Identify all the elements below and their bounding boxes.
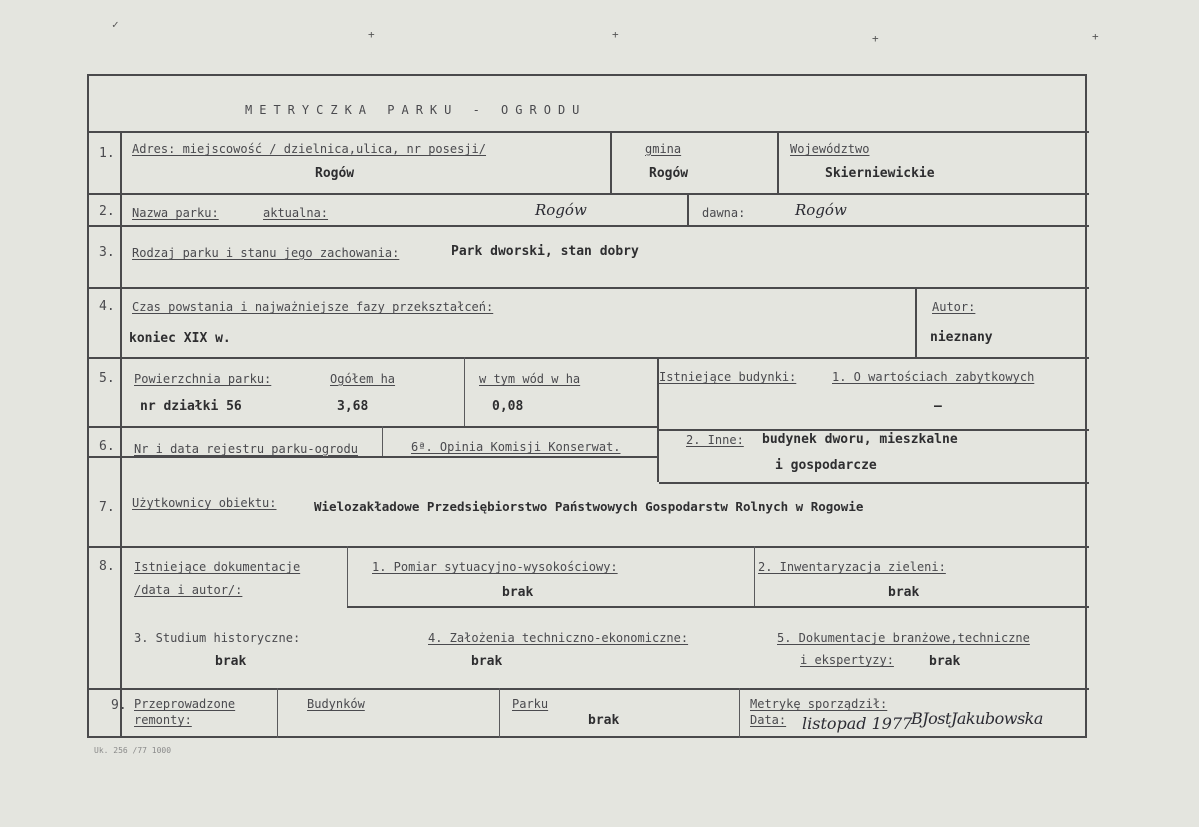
buildings-repairs-label: Budynków (307, 697, 365, 711)
branch-docs-value: brak (929, 654, 961, 669)
row-number: 8. (99, 559, 115, 574)
historic-buildings-value: — (934, 399, 942, 414)
other-buildings-value: budynek dworu, mieszkalne (762, 432, 958, 447)
signature: BJostJakubowska (911, 709, 1043, 728)
row-number: 3. (99, 245, 115, 260)
greenery-inventory-value: brak (888, 585, 920, 600)
park-type-value: Park dworski, stan dobry (451, 244, 639, 259)
branch-docs-label-cont: i ekspertyzy: (800, 653, 894, 667)
tech-econ-label: 4. Założenia techniczno-ekonomiczne: (428, 631, 689, 645)
corner-mark: + (1092, 30, 1099, 43)
address-value: Rogów (315, 166, 355, 181)
repairs-label-cont: remonty: (134, 713, 192, 727)
other-buildings-label: 2. Inne: (686, 433, 744, 447)
row-number: 2. (99, 204, 115, 219)
date-label: Data: (750, 713, 787, 727)
corner-mark: + (612, 28, 619, 41)
current-name-label: aktualna: (263, 206, 329, 220)
prepared-by-label: Metrykę sporządził: (750, 697, 888, 711)
conservation-opinion-label: 6ª. Opinia Komisji Konserwat. (411, 440, 621, 454)
former-name-value: Rogów (795, 201, 847, 219)
park-name-label: Nazwa parku: (132, 206, 219, 220)
author-label: Autor: (932, 300, 976, 314)
former-name-label: dawna: (702, 206, 746, 220)
users-label: Użytkownicy obiektu: (132, 496, 277, 510)
area-label: Powierzchnia parku: (134, 372, 272, 386)
water-area-value: 0,08 (492, 399, 524, 414)
park-record-form (87, 74, 1087, 738)
author-value: nieznany (930, 330, 993, 345)
row-number: 4. (99, 299, 115, 314)
row-number: 5. (99, 371, 115, 386)
row-number: 6. (99, 439, 115, 454)
voivodeship-label: Województwo (790, 142, 870, 156)
park-type-label: Rodzaj parku i stanu jego zachowania: (132, 246, 400, 260)
other-buildings-value-cont: i gospodarcze (775, 458, 877, 473)
gmina-value: Rogów (649, 166, 689, 181)
existing-buildings-label: Istniejące budynki: (659, 370, 797, 384)
greenery-inventory-label: 2. Inwentaryzacja zieleni: (758, 560, 946, 574)
row-number: 9. (111, 698, 127, 713)
survey-value: brak (502, 585, 534, 600)
branch-docs-label: 5. Dokumentacje branżowe,techniczne (777, 631, 1030, 645)
form-title: METRYCZKA PARKU - OGRODU (245, 103, 587, 117)
historical-study-label: 3. Studium historyczne: (134, 631, 301, 645)
survey-label: 1. Pomiar sytuacyjno-wysokościowy: (372, 560, 618, 574)
users-value: Wielozakładowe Przedsiębiorstwo Państwowych Gospodarstw Rolnych w Rogowie (314, 499, 864, 514)
existing-docs-label-cont: /data i autor/: (134, 583, 243, 597)
park-repairs-value: brak (588, 713, 620, 728)
corner-mark: ✓ (112, 18, 119, 31)
print-stamp: Uk. 256 /77 1000 (94, 746, 172, 755)
row-number: 1. (99, 146, 115, 161)
existing-docs-label: Istniejące dokumentacje (134, 560, 301, 574)
current-name-value: Rogów (535, 201, 587, 219)
row-number: 7. (99, 500, 115, 515)
historical-study-value: brak (215, 654, 247, 669)
address-label: Adres: miejscowość / dzielnica,ulica, nr posesji/ (132, 142, 487, 156)
corner-mark: + (368, 28, 375, 41)
origin-phases-label: Czas powstania i najważniejsze fazy przekształceń: (132, 300, 494, 314)
total-area-value: 3,68 (337, 399, 369, 414)
date-value: listopad 1977 (802, 714, 913, 733)
historic-buildings-label: 1. O wartościach zabytkowych (832, 370, 1035, 384)
voivodeship-value: Skierniewickie (825, 166, 935, 181)
water-area-label: w tym wód w ha (479, 372, 581, 386)
corner-mark: + (872, 32, 879, 45)
registry-label: Nr i data rejestru parku-ogrodu (134, 442, 358, 456)
plot-number-value: nr działki 56 (140, 399, 242, 414)
total-area-label: Ogółem ha (330, 372, 396, 386)
park-repairs-label: Parku (512, 697, 549, 711)
tech-econ-value: brak (471, 654, 503, 669)
origin-phases-value: koniec XIX w. (129, 331, 231, 346)
repairs-label: Przeprowadzone (134, 697, 236, 711)
gmina-label: gmina (645, 142, 682, 156)
